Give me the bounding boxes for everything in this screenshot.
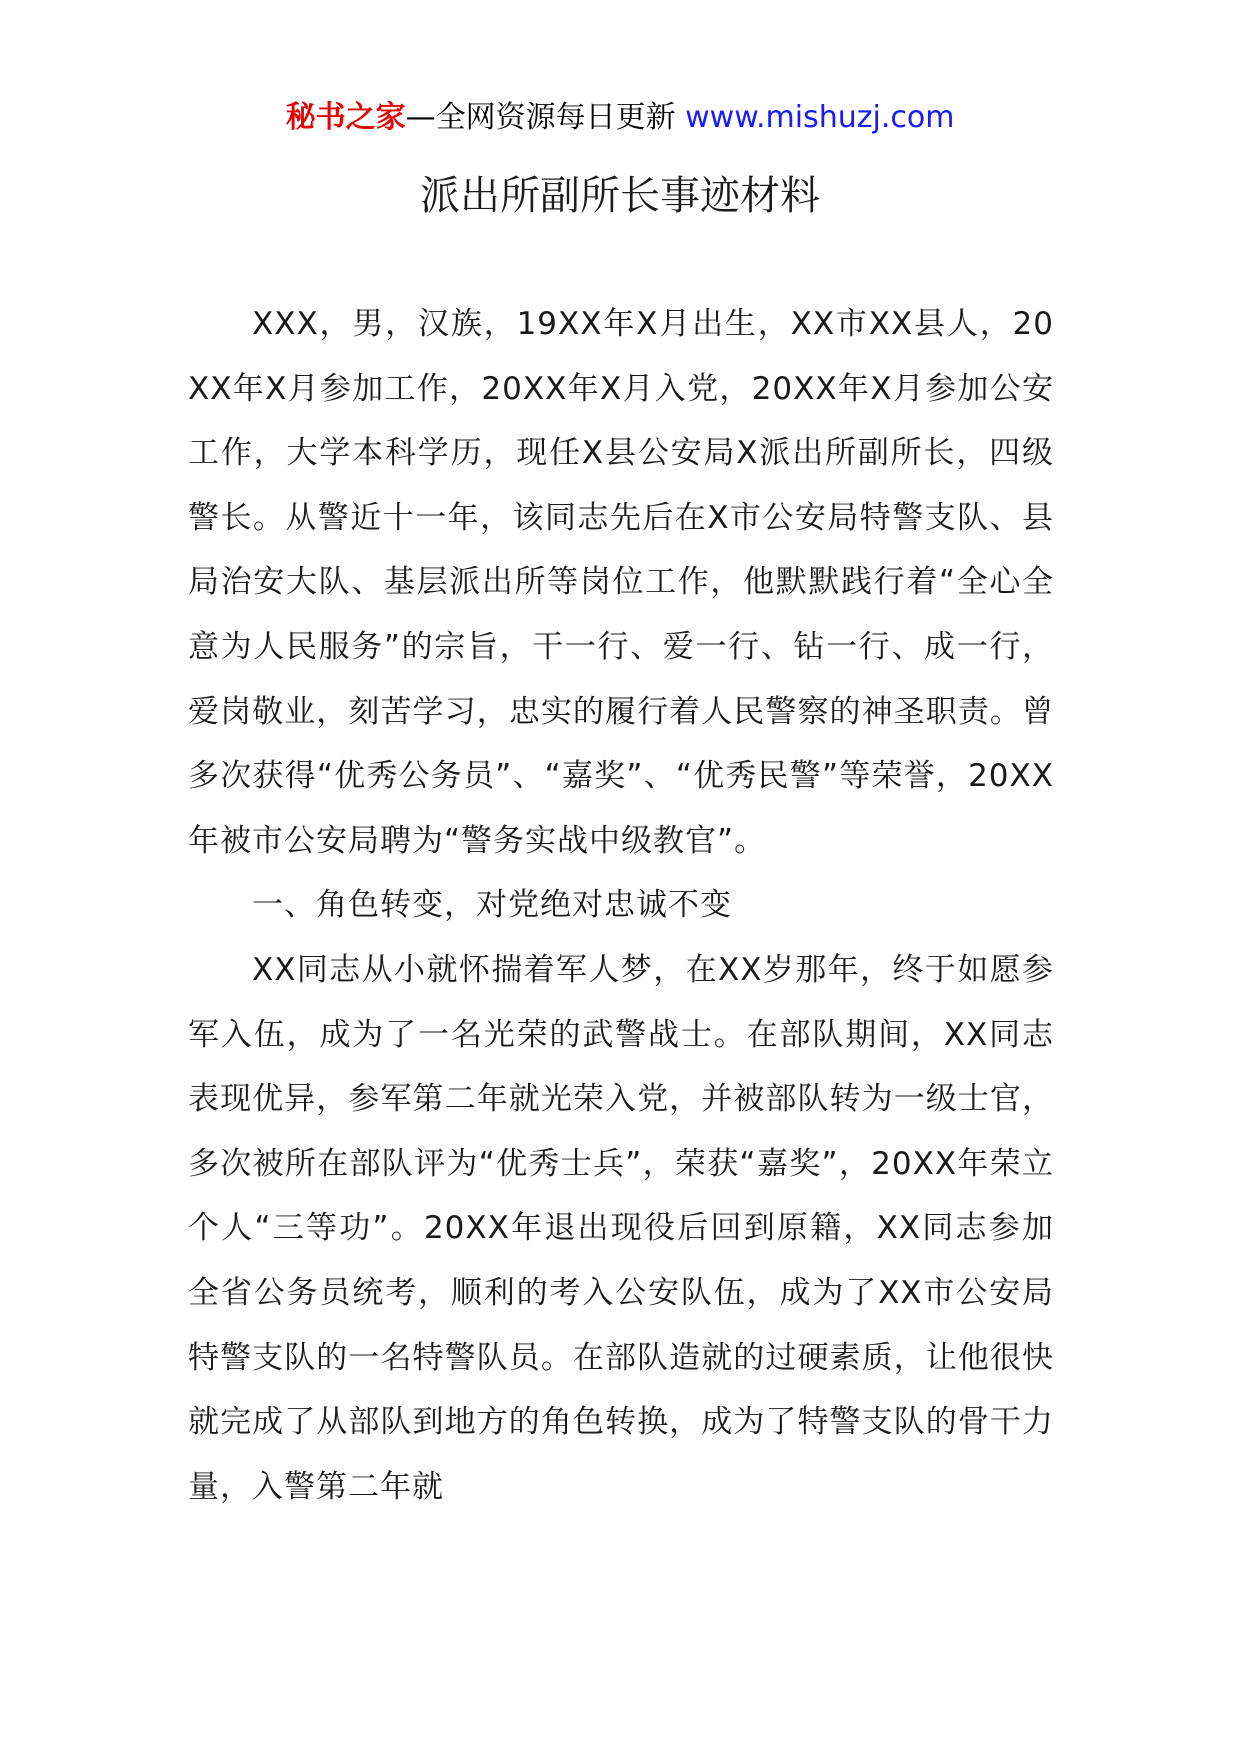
- site-header: [0, 98, 1240, 138]
- document-title: 派出所副所长事迹材料: [420, 173, 820, 219]
- document-body: [188, 292, 1054, 1519]
- section-heading: 一、角色转变，对党绝对忠诚不变: [252, 887, 732, 924]
- site-url-link[interactable]: www.mishuzj.com: [685, 100, 955, 135]
- header-tagline: —全网资源每日更新: [405, 100, 676, 135]
- section-paragraph: XX同志从小就怀揣着军人梦，在XX岁那年，终于如愿参军入伍，成为了一名光荣的武警战士。在部队期间，XX同志表现优异，参军第二年就光荣入党，并被部队转为一级士官，多次被所在部队评为“优秀士兵”，荣获“嘉奖”，20XX年荣立个人“三等功”。20XX年退出现役后回到原籍，XX同志参加全省公务员统考，顺利的考入公安队伍，成为了XX市公安局特警支队的一名特警队员。在部队造就的过硬素质，让他很快就完成了从部队到地方的角色转换，成为了特警支队的骨干力量，入警第二年就: [188, 951, 1054, 1505]
- brand-name: 秘书之家: [285, 100, 406, 135]
- intro-paragraph: XXX，男，汉族，19XX年X月出生，XX市XX县人，20XX年X月参加工作，20XX年X月入党，20XX年X月参加公安工作，大学本科学历，现任X县公安局X派出所副所长，四级警长。从警近十一年，该同志先后在X市公安局特警支队、县局治安大队、基层派出所等岗位工作，他默默践行着“全心全意为人民服务”的宗旨，干一行、爱一行、钻一行、成一行，爱岗敬业，刻苦学习，忠实的履行着人民警察的神圣职责。曾多次获得“优秀公务员”、“嘉奖”、“优秀民警”等荣誉，20XX年被市公安局聘为“警务实战中级教官”。: [188, 306, 1054, 859]
